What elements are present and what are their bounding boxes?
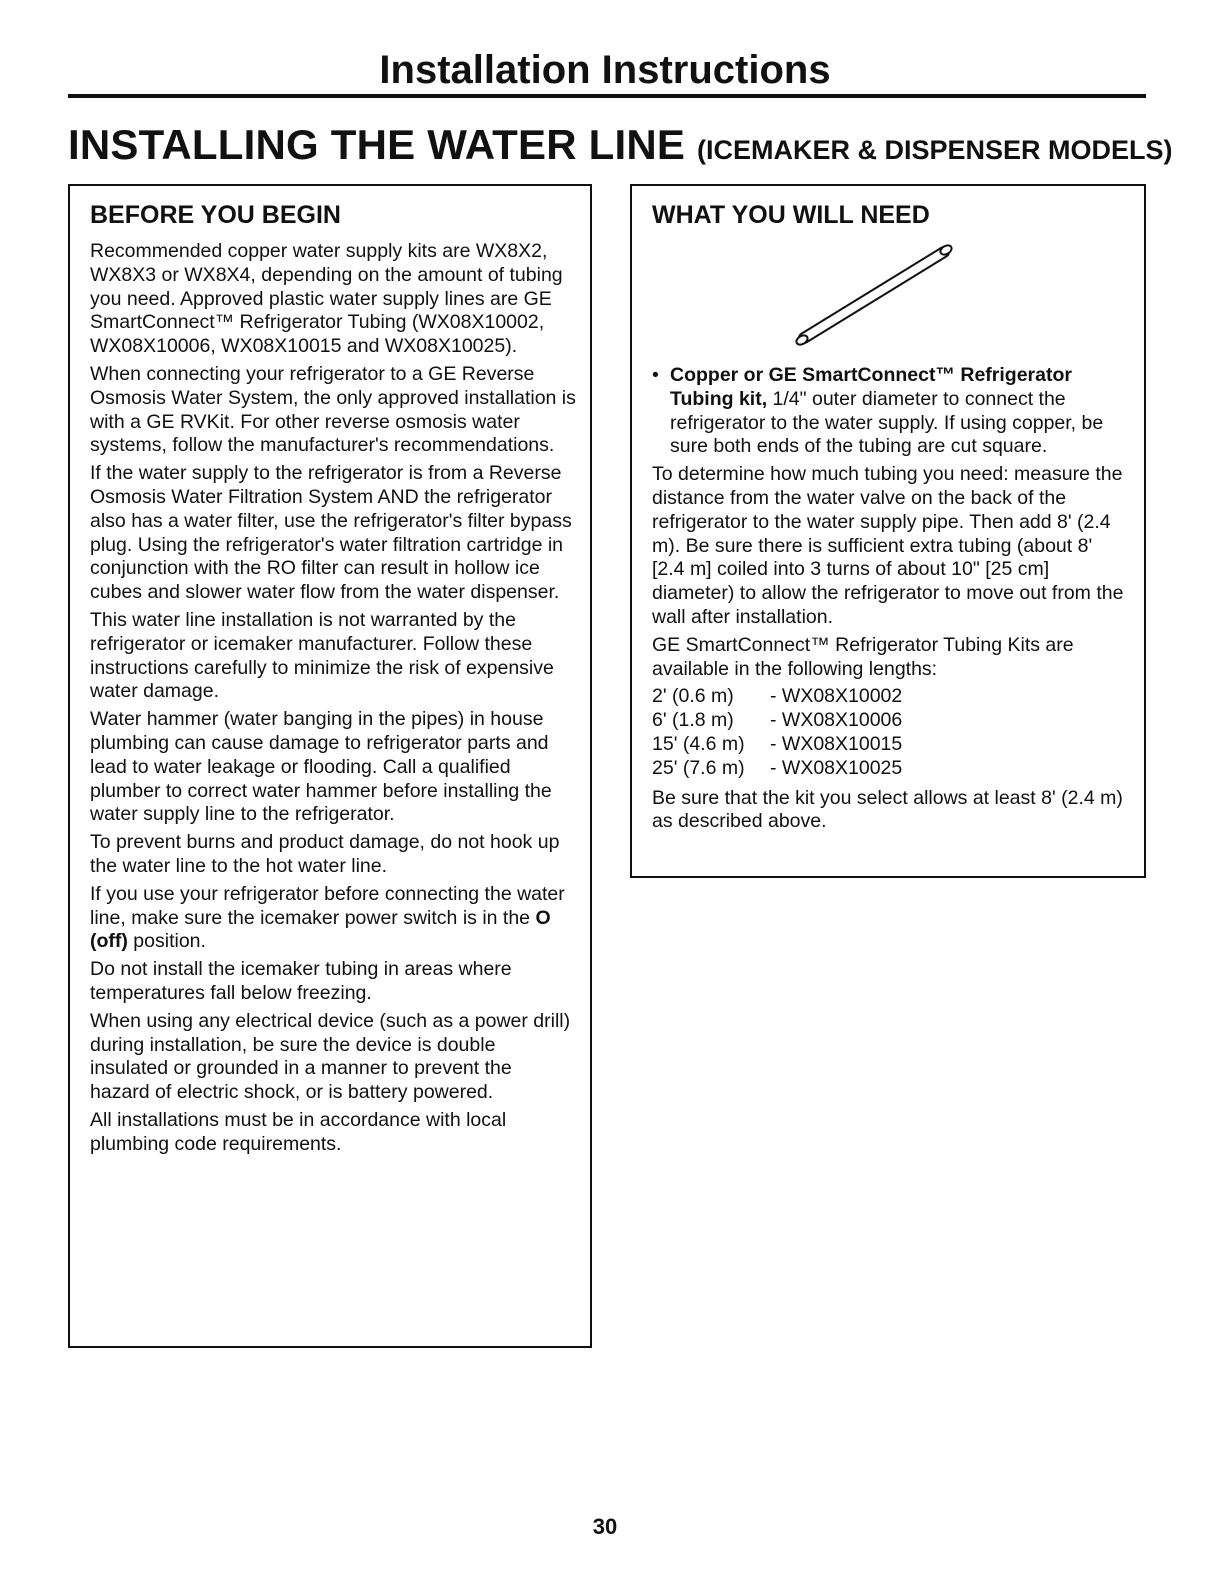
section-subtitle: (ICEMAKER & DISPENSER MODELS) (696, 135, 1173, 165)
paragraph: When using any electrical device (such as a power drill) during installation, be sure the device is double insulated or grounded in a manner to prevent the hazard of electric shock, or is battery powered. (90, 1009, 571, 1104)
paragraph: If the water supply to the refrigerator is from a Reverse Osmosis Water Filtration System AND the refrigerator also has a water filter, use the refrigerator's filter bypass plug. Using the refrigerator's water filtration cartridge in conjunction with the RO filter can result in hollow ice cubes and slower water flow from the water dispenser. (90, 462, 572, 604)
kit-part: - WX08X10002 (770, 685, 903, 708)
off-position-label: O (off) (90, 906, 551, 953)
section-heading (68, 120, 1173, 175)
kit-length: 15' (4.6 m) (652, 732, 745, 755)
kit-length: 2' (0.6 m) (652, 685, 734, 708)
page-number: 30 (592, 1514, 618, 1539)
page-title: Installation Instructions (379, 48, 831, 92)
tubing-kit-description: 1/4" outer diameter to connect the refrigerator to the water supply. If using copper, be sure both ends of the tubing are cut square. (670, 387, 1104, 458)
header-rule (68, 94, 1146, 98)
tubing-kit-name: Copper or GE SmartConnect™ Refrigerator Tubing kit, (670, 364, 1072, 410)
bullet-dot: • (652, 364, 659, 386)
before-you-begin-title: BEFORE YOU BEGIN (90, 201, 341, 229)
kit-selection-note: Be sure that the kit you select allows at least 8' (2.4 m) as described above. (652, 786, 1123, 833)
kits-intro-paragraph: GE SmartConnect™ Refrigerator Tubing Kits are available in the following lengths: (652, 633, 1074, 680)
power-switch-text: If you use your refrigerator before connecting the water line, make sure the icemaker power switch is in the (90, 882, 565, 929)
paragraph: This water line installation is not warranted by the refrigerator or icemaker manufacturer. Follow these instructions carefully to minimize the risk of expensive water damage. (90, 608, 554, 703)
before-you-begin-box (68, 184, 592, 1348)
determine-tubing-paragraph: To determine how much tubing you need: measure the distance from the water valve on the back of the refrigerator to the water supply pipe. Then add 8' (2.4 m). Be sure there is sufficient extra tubing (about 8' [2.4 m] coiled into 3 turns of about 10" [25 cm] diameter) to allow the refrigerator to move out from the wall after installation. (652, 463, 1124, 628)
paragraph: All installations must be in accordance with local plumbing code requirements. (90, 1108, 507, 1155)
tubing-kit-text (670, 364, 1130, 459)
paragraph: Do not install the icemaker tubing in areas where temperatures fall below freezing. (90, 958, 512, 1004)
tubing-kit-item (652, 364, 1130, 459)
kit-part: - WX08X10015 (770, 732, 903, 755)
table-row (652, 757, 902, 781)
kit-lengths-table (652, 685, 902, 780)
what-you-will-need-box (630, 184, 1146, 878)
kit-part: - WX08X10025 (770, 756, 903, 779)
kit-length: 25' (7.6 m) (652, 756, 745, 779)
paragraph: Recommended copper water supply kits are WX8X2, WX8X3 or WX8X4, depending on the amount of tubing you need. Approved plastic water supply lines are GE SmartConnect™ Refrigerator Tubing (WX08X10002, WX08X10006, WX08X10015 and WX08X10025). (90, 240, 563, 358)
power-switch-paragraph (90, 883, 576, 954)
table-row (652, 685, 902, 709)
table-row (652, 733, 902, 757)
tubing-drawing (784, 240, 964, 356)
paragraph: When connecting your refrigerator to a GE Reverse Osmosis Water System, the only approved installation is with a GE RVKit. For other reverse osmosis water systems, follow the manufacturer's recommendations. (90, 362, 576, 457)
section-title: INSTALLING THE WATER LINE (68, 121, 686, 168)
kit-length: 6' (1.8 m) (652, 709, 734, 732)
table-row (652, 709, 902, 733)
paragraph: Water hammer (water banging in the pipes) in house plumbing can cause damage to refrigerator parts and lead to water leakage or flooding. Call a qualified plumber to correct water hammer before installing the water supply line to the refrigerator. (90, 708, 552, 826)
kit-part: - WX08X10006 (770, 709, 903, 732)
paragraph: To prevent burns and product damage, do not hook up the water line to the hot water line. (90, 831, 560, 877)
copper-tubing-icon (652, 240, 1130, 356)
power-switch-text-end: position. (127, 930, 206, 953)
what-you-will-need-title: WHAT YOU WILL NEED (652, 201, 930, 229)
